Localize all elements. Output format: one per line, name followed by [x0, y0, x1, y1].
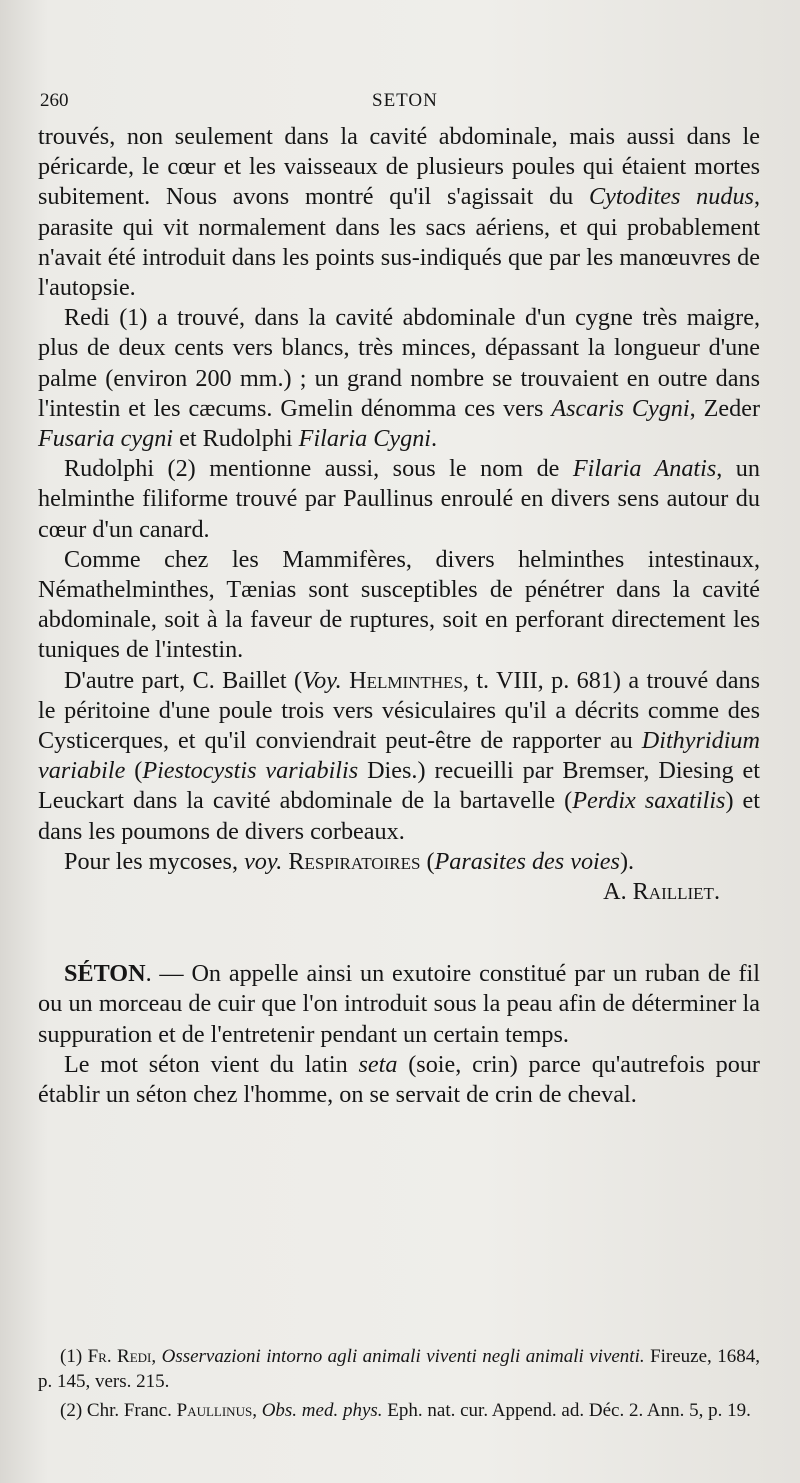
- author-signature: A. Railliet.: [603, 878, 720, 906]
- section-seton: SÉTON. — On appelle ainsi un exutoire constitué par un ruban de fil ou un morceau de cuir que l'on introduit sous la peau afin de déterminer la suppuration et de l'entretenir pendant un certain temps.: [38, 960, 760, 1048]
- paragraph-continued: trouvés, non seulement dans la cavité abdominale, mais aussi dans le péricarde, le cœur et les vaisseaux de plusieurs poules qui étaient mortes subitement. Nous avons montré qu'il s'agissait du Cytodites nudus, parasite qui vit normalement dans les sacs aériens, et qui probablement n'avait été introduit dans les points sus-indiqués que par les manœuvres de l'autopsie.: [38, 123, 760, 302]
- page-number: 260: [40, 90, 69, 111]
- body-text: [38, 122, 760, 1110]
- paragraph-rudolphi: Rudolphi (2) mentionne aussi, sous le nom de Filaria Anatis, un helminthe filiforme trouvé par Paullinus enroulé en divers sens autour du cœur d'un canard.: [38, 455, 760, 543]
- paragraph-etymology: Le mot séton vient du latin seta (soie, crin) parce qu'autrefois pour établir un séton chez l'homme, on se servait de crin de cheval.: [38, 1050, 760, 1109]
- paragraph-redi: Redi (1) a trouvé, dans la cavité abdominale d'un cygne très maigre, plus de deux cents vers blancs, très minces, dépassant la longueur d'une palme (environ 200 mm.) ; un grand nombre se trouvaient en outre dans l'intestin et les cæcums. Gmelin dénomma ces vers Ascaris Cygni, Zeder Fusaria cygni et Rudolphi Filaria Cygni.: [38, 304, 761, 453]
- footnotes: [38, 1344, 760, 1427]
- running-title: SETON: [372, 90, 438, 111]
- footnote-2: (2) Chr. Franc. Paullinus, Obs. med. phys. Eph. nat. cur. Append. ad. Déc. 2. Ann. 5, p. 19.: [60, 1400, 751, 1421]
- footnote-1: (1) Fr. Redi, Osservazioni intorno agli animali viventi negli animali viventi. Fireuze, 1684, p. 145, vers. 215.: [38, 1346, 761, 1392]
- section-heading: SÉTON: [64, 960, 146, 988]
- paragraph-mycoses: Pour les mycoses, voy. Respiratoires (Parasites des voies).: [64, 847, 635, 875]
- paragraph-baillet: D'autre part, C. Baillet (Voy. Helminthes, t. VIII, p. 681) a trouvé dans le péritoine d'une poule trois vers vésiculaires qu'il a décrits comme des Cysticerques, et qu'il conviendrait peut-être de rapporter au Dithyridium variabile (Piestocystis variabilis Dies.) recueilli par Bremser, Diesing et Leuckart dans la cavité abdominale de la bartavelle (Perdix saxatilis) et dans les poumons de divers corbeaux.: [38, 666, 760, 845]
- paragraph-mammiferes: Comme chez les Mammifères, divers helminthes intestinaux, Némathelminthes, Tænias sont susceptibles de pénétrer dans la cavité abdominale, soit à la faveur de ruptures, soit en perforant directement les tuniques de l'intestin.: [38, 545, 760, 664]
- page-header: [40, 90, 760, 120]
